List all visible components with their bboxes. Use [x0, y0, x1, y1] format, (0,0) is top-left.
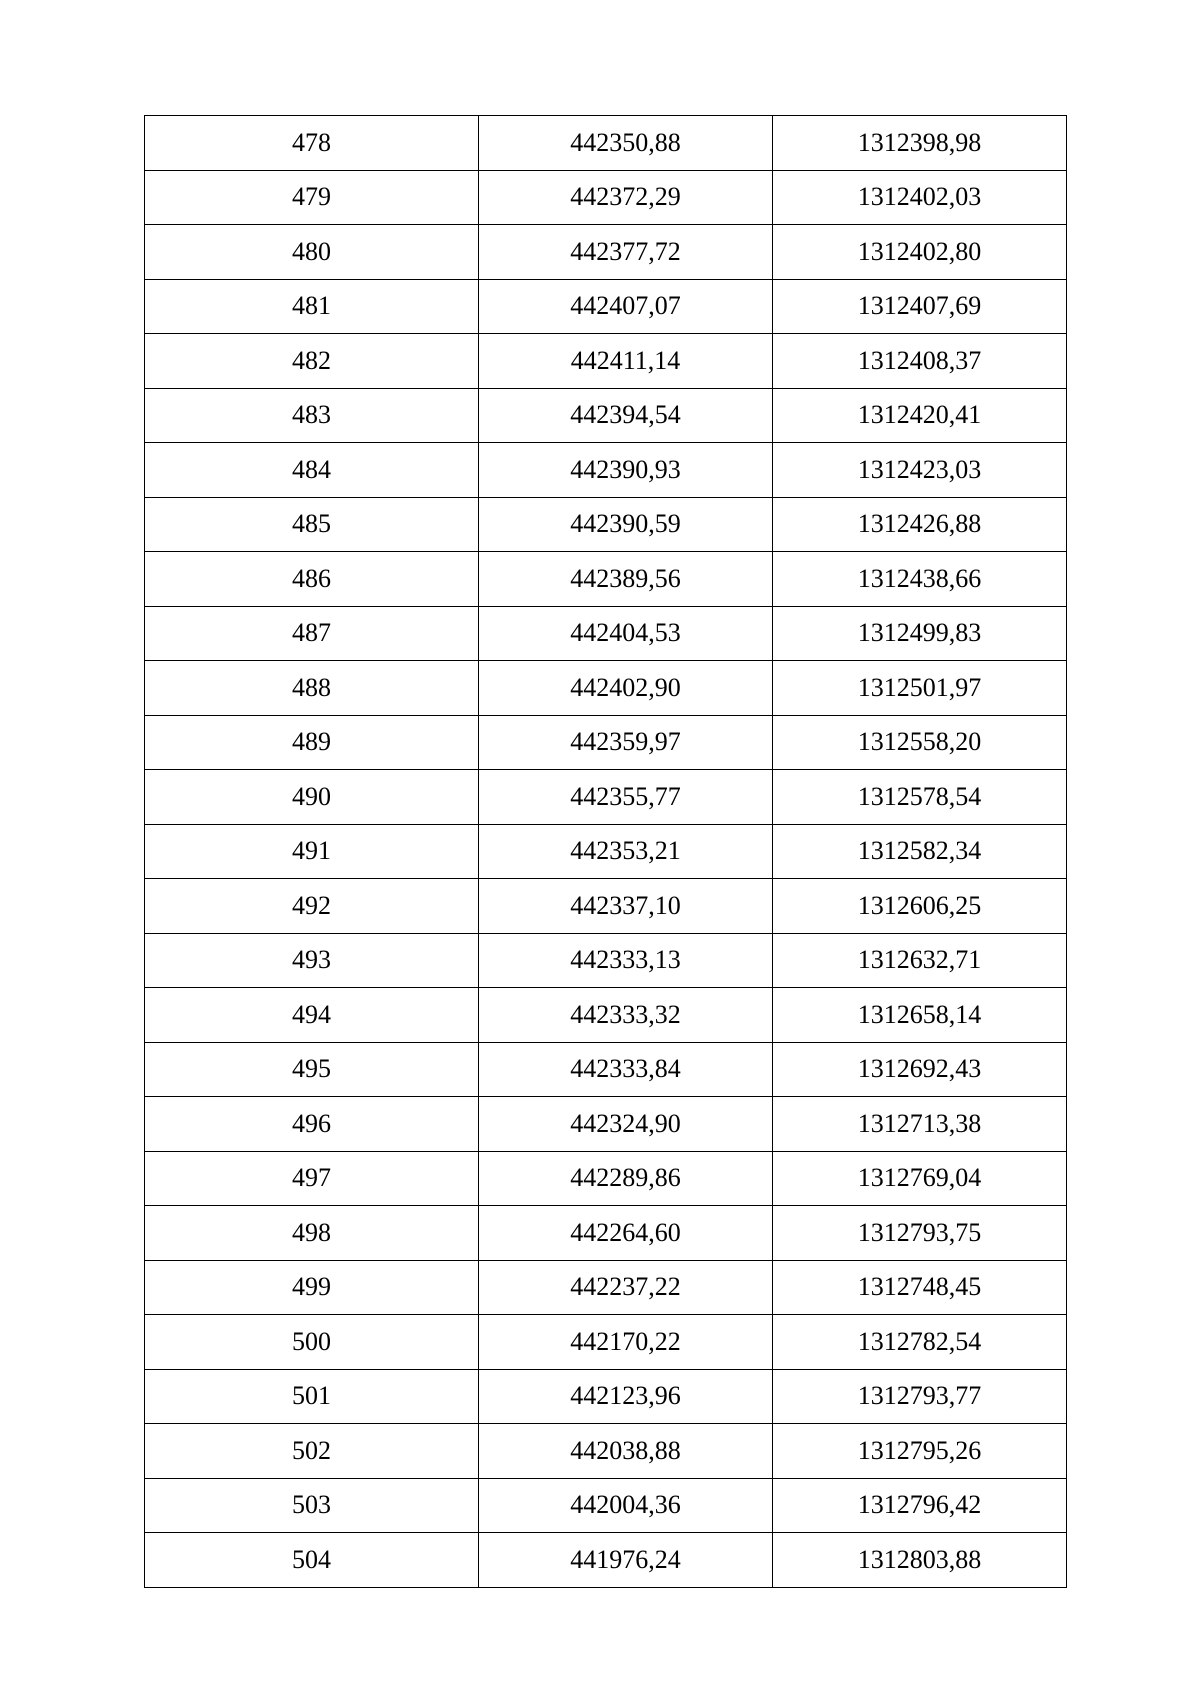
x-coordinate-cell: 442402,90 [479, 661, 773, 716]
y-coordinate-cell: 1312423,03 [773, 443, 1067, 498]
point-number-cell: 478 [145, 116, 479, 171]
point-number-cell: 482 [145, 334, 479, 389]
point-number-cell: 487 [145, 606, 479, 661]
table-row [145, 824, 1067, 879]
point-number-cell: 483 [145, 388, 479, 443]
x-coordinate-cell: 442404,53 [479, 606, 773, 661]
table-row [145, 661, 1067, 716]
y-coordinate-cell: 1312692,43 [773, 1042, 1067, 1097]
point-number-cell: 497 [145, 1151, 479, 1206]
y-coordinate-cell: 1312803,88 [773, 1533, 1067, 1588]
point-number-cell: 491 [145, 824, 479, 879]
x-coordinate-cell: 442123,96 [479, 1369, 773, 1424]
y-coordinate-cell: 1312782,54 [773, 1315, 1067, 1370]
table-row [145, 1369, 1067, 1424]
point-number-cell: 485 [145, 497, 479, 552]
y-coordinate-cell: 1312398,98 [773, 116, 1067, 171]
x-coordinate-cell: 442350,88 [479, 116, 773, 171]
table-row [145, 388, 1067, 443]
x-coordinate-cell: 442004,36 [479, 1478, 773, 1533]
x-coordinate-cell: 442359,97 [479, 715, 773, 770]
x-coordinate-cell: 442372,29 [479, 170, 773, 225]
y-coordinate-cell: 1312658,14 [773, 988, 1067, 1043]
table-row [145, 1424, 1067, 1479]
table-row [145, 933, 1067, 988]
x-coordinate-cell: 442407,07 [479, 279, 773, 334]
x-coordinate-cell: 442333,32 [479, 988, 773, 1043]
point-number-cell: 490 [145, 770, 479, 825]
table-row [145, 988, 1067, 1043]
point-number-cell: 481 [145, 279, 479, 334]
table-row [145, 334, 1067, 389]
point-number-cell: 484 [145, 443, 479, 498]
x-coordinate-cell: 442389,56 [479, 552, 773, 607]
point-number-cell: 480 [145, 225, 479, 280]
table-row [145, 552, 1067, 607]
table-row [145, 1533, 1067, 1588]
y-coordinate-cell: 1312748,45 [773, 1260, 1067, 1315]
x-coordinate-cell: 442324,90 [479, 1097, 773, 1152]
y-coordinate-cell: 1312501,97 [773, 661, 1067, 716]
point-number-cell: 503 [145, 1478, 479, 1533]
point-number-cell: 492 [145, 879, 479, 934]
table-row [145, 606, 1067, 661]
x-coordinate-cell: 442353,21 [479, 824, 773, 879]
coordinates-table [144, 115, 1067, 1588]
y-coordinate-cell: 1312582,34 [773, 824, 1067, 879]
y-coordinate-cell: 1312499,83 [773, 606, 1067, 661]
table-row [145, 1478, 1067, 1533]
x-coordinate-cell: 442337,10 [479, 879, 773, 934]
table-row [145, 1097, 1067, 1152]
point-number-cell: 488 [145, 661, 479, 716]
x-coordinate-cell: 442333,13 [479, 933, 773, 988]
table-row [145, 1042, 1067, 1097]
coordinates-table-body [145, 116, 1067, 1588]
y-coordinate-cell: 1312793,75 [773, 1206, 1067, 1261]
point-number-cell: 495 [145, 1042, 479, 1097]
point-number-cell: 496 [145, 1097, 479, 1152]
y-coordinate-cell: 1312420,41 [773, 388, 1067, 443]
table-row [145, 1206, 1067, 1261]
point-number-cell: 500 [145, 1315, 479, 1370]
point-number-cell: 493 [145, 933, 479, 988]
y-coordinate-cell: 1312795,26 [773, 1424, 1067, 1479]
point-number-cell: 498 [145, 1206, 479, 1261]
y-coordinate-cell: 1312407,69 [773, 279, 1067, 334]
x-coordinate-cell: 442394,54 [479, 388, 773, 443]
x-coordinate-cell: 441976,24 [479, 1533, 773, 1588]
table-row [145, 770, 1067, 825]
table-row [145, 1260, 1067, 1315]
x-coordinate-cell: 442289,86 [479, 1151, 773, 1206]
x-coordinate-cell: 442237,22 [479, 1260, 773, 1315]
y-coordinate-cell: 1312632,71 [773, 933, 1067, 988]
y-coordinate-cell: 1312426,88 [773, 497, 1067, 552]
point-number-cell: 501 [145, 1369, 479, 1424]
y-coordinate-cell: 1312402,80 [773, 225, 1067, 280]
table-row [145, 225, 1067, 280]
x-coordinate-cell: 442170,22 [479, 1315, 773, 1370]
point-number-cell: 502 [145, 1424, 479, 1479]
table-row [145, 116, 1067, 171]
table-row [145, 715, 1067, 770]
x-coordinate-cell: 442390,93 [479, 443, 773, 498]
x-coordinate-cell: 442355,77 [479, 770, 773, 825]
table-row [145, 443, 1067, 498]
x-coordinate-cell: 442411,14 [479, 334, 773, 389]
point-number-cell: 486 [145, 552, 479, 607]
x-coordinate-cell: 442390,59 [479, 497, 773, 552]
point-number-cell: 504 [145, 1533, 479, 1588]
x-coordinate-cell: 442264,60 [479, 1206, 773, 1261]
y-coordinate-cell: 1312408,37 [773, 334, 1067, 389]
table-row [145, 1151, 1067, 1206]
y-coordinate-cell: 1312438,66 [773, 552, 1067, 607]
point-number-cell: 499 [145, 1260, 479, 1315]
table-row [145, 170, 1067, 225]
table-row [145, 497, 1067, 552]
table-row [145, 879, 1067, 934]
y-coordinate-cell: 1312606,25 [773, 879, 1067, 934]
y-coordinate-cell: 1312796,42 [773, 1478, 1067, 1533]
x-coordinate-cell: 442038,88 [479, 1424, 773, 1479]
x-coordinate-cell: 442377,72 [479, 225, 773, 280]
x-coordinate-cell: 442333,84 [479, 1042, 773, 1097]
point-number-cell: 494 [145, 988, 479, 1043]
y-coordinate-cell: 1312713,38 [773, 1097, 1067, 1152]
y-coordinate-cell: 1312793,77 [773, 1369, 1067, 1424]
table-row [145, 1315, 1067, 1370]
y-coordinate-cell: 1312769,04 [773, 1151, 1067, 1206]
point-number-cell: 479 [145, 170, 479, 225]
y-coordinate-cell: 1312578,54 [773, 770, 1067, 825]
y-coordinate-cell: 1312558,20 [773, 715, 1067, 770]
y-coordinate-cell: 1312402,03 [773, 170, 1067, 225]
table-row [145, 279, 1067, 334]
point-number-cell: 489 [145, 715, 479, 770]
